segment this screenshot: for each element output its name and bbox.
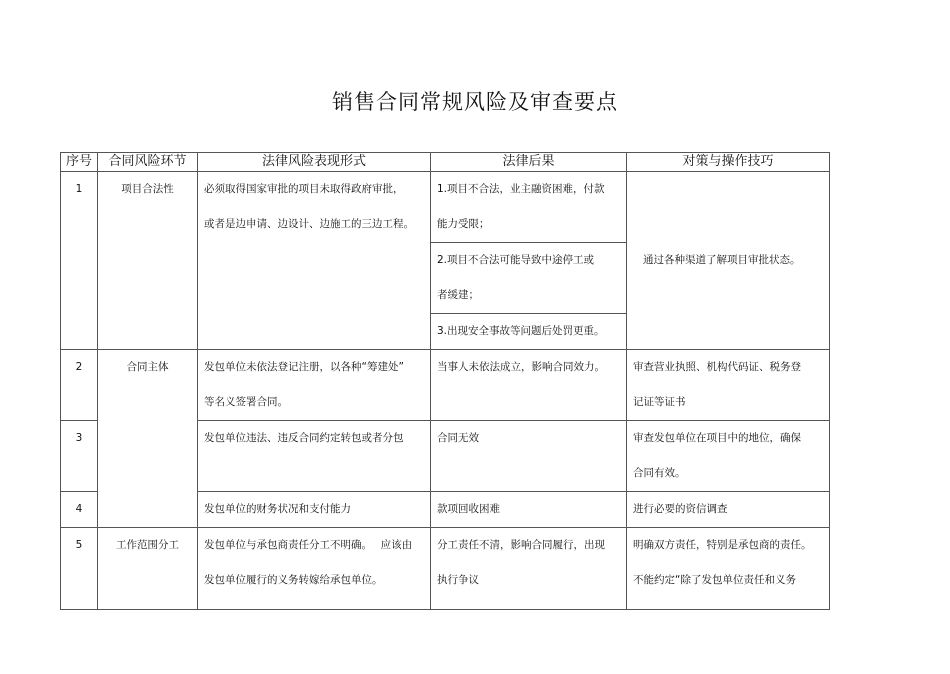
consequence-cell: 合同无效	[431, 421, 627, 492]
risk-form-cell: 发包单位违法、违反合同约定转包或者分包	[198, 421, 431, 492]
text-line: 2.项目不合法可能导致中途停工或	[437, 254, 595, 266]
text-line: 审查发包单位在项目中的地位，确保	[633, 432, 801, 444]
countermeasure-cell: 进行必要的资信调查	[627, 492, 830, 528]
table-row	[61, 528, 830, 610]
consequence-cell	[431, 528, 627, 610]
consequence-cell: 当事人未依法成立，影响合同效力。	[431, 350, 627, 421]
text-line: 发包单位未依法登记注册，以各种“筹建处”	[204, 361, 404, 373]
text-line: 或者是边申请、边设计、边施工的三边工程。	[204, 218, 414, 230]
text-line: 3.出现安全事故等问题后处罚更重。	[437, 325, 605, 337]
risk-form-cell	[198, 172, 431, 350]
text-line: 审查营业执照、机构代码证、税务登	[633, 361, 801, 373]
serial-cell: 2	[61, 350, 98, 421]
header-legal-consequence: 法律后果	[431, 153, 627, 172]
risk-form-cell	[198, 528, 431, 610]
risk-form-cell	[198, 350, 431, 421]
table-row	[61, 350, 830, 421]
header-risk-form: 法律风险表现形式	[198, 153, 431, 172]
text-line: 执行争议	[437, 574, 479, 586]
text-line: 等名义签署合同。	[204, 396, 288, 408]
text-line: 必须取得国家审批的项目未取得政府审批，	[204, 183, 404, 195]
serial-cell: 5	[61, 528, 98, 610]
countermeasure-cell: 通过各种渠道了解项目审批状态。	[627, 172, 830, 350]
header-serial: 序号	[61, 153, 98, 172]
text-line: 明确双方责任，特别是承包商的责任。	[633, 539, 812, 551]
consequence-cell	[431, 243, 627, 314]
consequence-cell	[431, 314, 627, 350]
consequence-cell	[431, 172, 627, 243]
risk-stage-cell: 项目合法性	[98, 172, 198, 350]
text-line: 发包单位履行的义务转嫁给承包单位。	[204, 574, 383, 586]
text-line: 分工责任不清，影响合同履行，出现	[437, 539, 605, 551]
countermeasure-cell	[627, 421, 830, 492]
text-line: 记证等证书	[633, 396, 686, 408]
table-row	[61, 172, 830, 243]
serial-cell: 4	[61, 492, 98, 528]
text-line: 不能约定“除了发包单位责任和义务	[633, 574, 796, 586]
header-risk-stage: 合同风险环节	[98, 153, 198, 172]
countermeasure-cell	[627, 350, 830, 421]
risk-stage-cell: 合同主体	[98, 350, 198, 528]
text-line: 者缓建；	[437, 289, 479, 301]
risk-form-cell: 发包单位的财务状况和支付能力	[198, 492, 431, 528]
text-line: 发包单位与承包商责任分工不明确。 应该由	[204, 539, 413, 551]
consequence-cell: 款项回收困难	[431, 492, 627, 528]
serial-cell: 3	[61, 421, 98, 492]
text-line: 合同有效。	[633, 467, 686, 479]
risk-table	[60, 152, 830, 610]
header-countermeasure: 对策与操作技巧	[627, 153, 830, 172]
table-header-row	[61, 153, 830, 172]
document-title: 销售合同常规风险及审查要点	[332, 90, 618, 114]
risk-stage-cell: 工作范围分工	[98, 528, 198, 610]
text-line: 能力受限；	[437, 218, 490, 230]
text-line: 1.项目不合法，业主融资困难，付款	[437, 183, 605, 195]
serial-cell: 1	[61, 172, 98, 350]
countermeasure-cell	[627, 528, 830, 610]
